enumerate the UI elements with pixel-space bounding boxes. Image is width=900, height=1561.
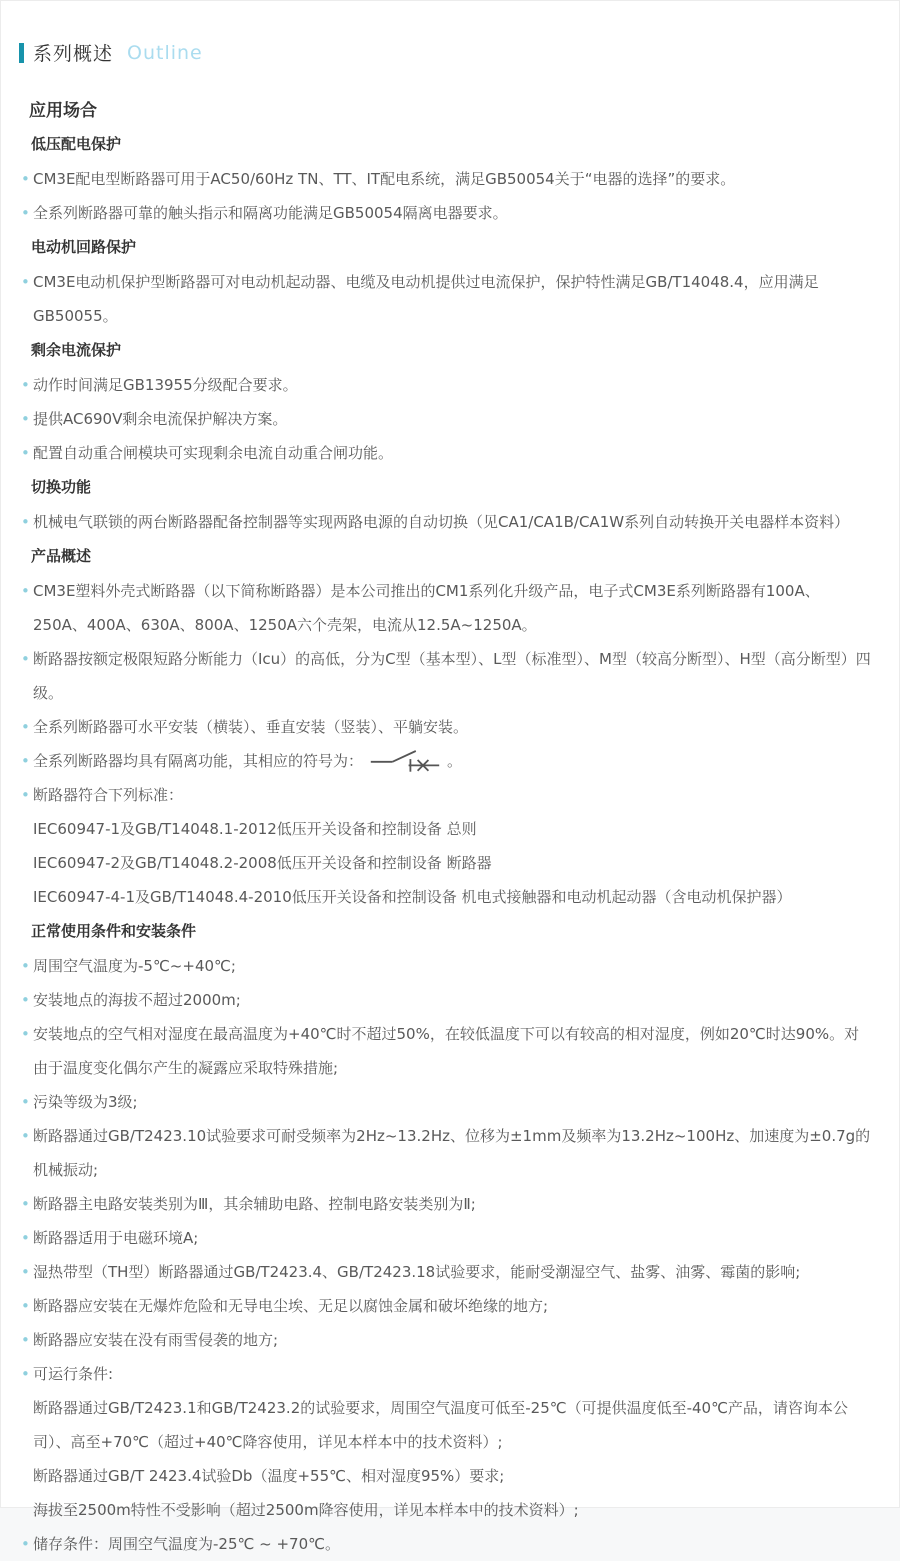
item-text: IEC60947-1及GB/T14048.1-2012低压开关设备和控制设备 总则 bbox=[33, 820, 477, 838]
page-title: 应用场合 bbox=[29, 101, 97, 121]
bullet-dot-icon: • bbox=[21, 1229, 30, 1247]
bullet-item bbox=[21, 162, 873, 196]
bullet-dot-icon: • bbox=[21, 1365, 30, 1383]
subsection-heading: 切换功能 bbox=[31, 478, 92, 496]
isolation-function-symbol-icon bbox=[369, 748, 441, 772]
item-text: 断路器通过GB/T 2423.4试验Db（温度+55℃、相对湿度95%）要求; bbox=[33, 1467, 505, 1485]
bullet-dot-icon: • bbox=[21, 444, 30, 462]
plain-item bbox=[21, 812, 873, 846]
item-text: 断路器按额定极限短路分断能力（Icu）的高低，分为C型（基本型）、L型（标准型）、M型（较高分断型）、H型（高分断型）四级。 bbox=[33, 650, 871, 702]
item-text: IEC60947-4-1及GB/T14048.4-2010低压开关设备和控制设备 机电式接触器和电动机起动器（含电动机保护器） bbox=[33, 888, 792, 906]
item-text: 污染等级为3级; bbox=[33, 1093, 138, 1111]
bullet-dot-icon: • bbox=[21, 204, 30, 222]
item-text: 断路器应安装在无爆炸危险和无导电尘埃、无足以腐蚀金属和破坏绝缘的地方; bbox=[33, 1297, 549, 1315]
plain-item bbox=[21, 1391, 873, 1459]
item-text: 安装地点的海拔不超过2000m; bbox=[33, 991, 241, 1009]
bullet-item bbox=[21, 265, 873, 333]
bullet-item bbox=[21, 1357, 873, 1391]
bullet-dot-icon: • bbox=[21, 273, 30, 291]
item-text: 断路器通过GB/T2423.10试验要求可耐受频率为2Hz~13.2Hz、位移为±1mm及频率为13.2Hz~100Hz、加速度为±0.7g的机械振动; bbox=[33, 1127, 871, 1179]
bullet-item bbox=[21, 983, 873, 1017]
bullet-item bbox=[21, 1221, 873, 1255]
bullet-item bbox=[21, 402, 873, 436]
bullet-dot-icon: • bbox=[21, 1093, 30, 1111]
item-text: 断路器应安装在没有雨雪侵袭的地方; bbox=[33, 1331, 279, 1349]
header-title-cn: 系列概述 bbox=[33, 43, 114, 65]
bullet-item bbox=[21, 436, 873, 470]
bullet-item bbox=[21, 574, 873, 642]
subsection-heading: 产品概述 bbox=[31, 547, 92, 565]
item-text: 提供AC690V剩余电流保护解决方案。 bbox=[33, 410, 288, 428]
item-text: 可运行条件: bbox=[33, 1365, 114, 1383]
item-text: 海拔至2500m特性不受影响（超过2500m降容使用，详见本样本中的技术资料）; bbox=[33, 1501, 579, 1519]
bullet-dot-icon: • bbox=[21, 1195, 30, 1213]
bullet-item bbox=[21, 642, 873, 710]
bullet-item bbox=[21, 1017, 873, 1085]
plain-item bbox=[21, 880, 873, 914]
bullet-dot-icon: • bbox=[21, 1127, 30, 1145]
bullet-dot-icon: • bbox=[21, 1025, 30, 1043]
item-text: 湿热带型（TH型）断路器通过GB/T2423.4、GB/T2423.18试验要求，能耐受潮湿空气、盐雾、油雾、霉菌的影响; bbox=[33, 1263, 801, 1281]
plain-item bbox=[21, 1459, 873, 1493]
bullet-dot-icon: • bbox=[21, 410, 30, 428]
bullet-dot-icon: • bbox=[21, 513, 30, 531]
content-area bbox=[21, 127, 873, 1561]
plain-item bbox=[21, 846, 873, 880]
item-text: 配置自动重合闸模块可实现剩余电流自动重合闸功能。 bbox=[33, 444, 394, 462]
bullet-item bbox=[21, 1323, 873, 1357]
series-outline-header bbox=[19, 39, 899, 66]
bullet-item bbox=[21, 1527, 873, 1561]
item-text: CM3E塑料外壳式断路器（以下简称断路器）是本公司推出的CM1系列化升级产品，电子式CM3E系列断路器有100A、250A、400A、630A、800A、1250A六个壳架，电流从12.5A~1250A。 bbox=[33, 582, 820, 634]
item-text: 断路器通过GB/T2423.1和GB/T2423.2的试验要求，周围空气温度可低至-25℃（可提供温度低至-40℃产品，请咨询本公司）、高至+70℃（超过+40℃降容使用，详见本样本中的技术资料）; bbox=[33, 1399, 848, 1451]
bullet-item bbox=[21, 196, 873, 230]
item-text: 机械电气联锁的两台断路器配备控制器等实现两路电源的自动切换（见CA1/CA1B/CA1W系列自动转换开关电器样本资料） bbox=[33, 513, 850, 531]
item-text: 储存条件：周围空气温度为-25℃ ~ +70℃。 bbox=[33, 1535, 340, 1553]
bullet-item bbox=[21, 1187, 873, 1221]
bullet-dot-icon: • bbox=[21, 650, 30, 668]
bullet-dot-icon: • bbox=[21, 1535, 30, 1553]
bullet-item bbox=[21, 368, 873, 402]
subsection-heading: 低压配电保护 bbox=[31, 135, 122, 153]
plain-item bbox=[21, 1493, 873, 1527]
item-text: 全系列断路器可水平安装（横装）、垂直安装（竖装）、平躺安装。 bbox=[33, 718, 469, 736]
bullet-dot-icon: • bbox=[21, 786, 30, 804]
bullet-item bbox=[21, 778, 873, 812]
bullet-item bbox=[21, 505, 873, 539]
bullet-dot-icon: • bbox=[21, 1297, 30, 1315]
bullet-item bbox=[21, 1085, 873, 1119]
bullet-item bbox=[21, 744, 873, 778]
item-text: 全系列断路器可靠的触头指示和隔离功能满足GB50054隔离电器要求。 bbox=[33, 204, 508, 222]
bullet-dot-icon: • bbox=[21, 170, 30, 188]
bullet-dot-icon: • bbox=[21, 957, 30, 975]
item-text: 动作时间满足GB13955分级配合要求。 bbox=[33, 376, 298, 394]
accent-bar bbox=[19, 43, 24, 63]
bullet-item bbox=[21, 949, 873, 983]
bullet-dot-icon: • bbox=[21, 1263, 30, 1281]
item-text: 断路器符合下列标准： bbox=[33, 786, 184, 804]
bullet-dot-icon: • bbox=[21, 752, 30, 770]
subsection-heading: 电动机回路保护 bbox=[31, 238, 137, 256]
bullet-item bbox=[21, 1289, 873, 1323]
item-text: 周围空气温度为-5℃~+40℃; bbox=[33, 957, 236, 975]
bullet-item bbox=[21, 710, 873, 744]
subsection-heading: 剩余电流保护 bbox=[31, 341, 122, 359]
item-text: 断路器适用于电磁环境A; bbox=[33, 1229, 199, 1247]
bullet-item bbox=[21, 1119, 873, 1187]
item-text: 安装地点的空气相对湿度在最高温度为+40℃时不超过50%，在较低温度下可以有较高的相对湿度，例如20℃时达90%。对由于温度变化偶尔产生的凝露应采取特殊措施; bbox=[33, 1025, 860, 1077]
bullet-dot-icon: • bbox=[21, 1331, 30, 1349]
bullet-dot-icon: • bbox=[21, 376, 30, 394]
bullet-dot-icon: • bbox=[21, 991, 30, 1009]
header-title-en: Outline bbox=[127, 41, 203, 64]
item-text: IEC60947-2及GB/T14048.2-2008低压开关设备和控制设备 断路器 bbox=[33, 854, 492, 872]
item-text-suffix: 。 bbox=[447, 752, 463, 770]
bullet-item bbox=[21, 1255, 873, 1289]
item-text: 断路器主电路安装类别为Ⅲ，其余辅助电路、控制电路安装类别为Ⅱ; bbox=[33, 1195, 476, 1213]
item-text: CM3E电动机保护型断路器可对电动机起动器、电缆及电动机提供过电流保护，保护特性满足GB/T14048.4，应用满足GB50055。 bbox=[33, 273, 819, 325]
bullet-dot-icon: • bbox=[21, 718, 30, 736]
subsection-heading: 正常使用条件和安装条件 bbox=[31, 922, 197, 940]
item-text: CM3E配电型断路器可用于AC50/60Hz TN、TT、IT配电系统，满足GB50054关于“电器的选择”的要求。 bbox=[33, 170, 736, 188]
bullet-dot-icon: • bbox=[21, 582, 30, 600]
item-text: 全系列断路器均具有隔离功能，其相应的符号为： bbox=[33, 752, 364, 770]
